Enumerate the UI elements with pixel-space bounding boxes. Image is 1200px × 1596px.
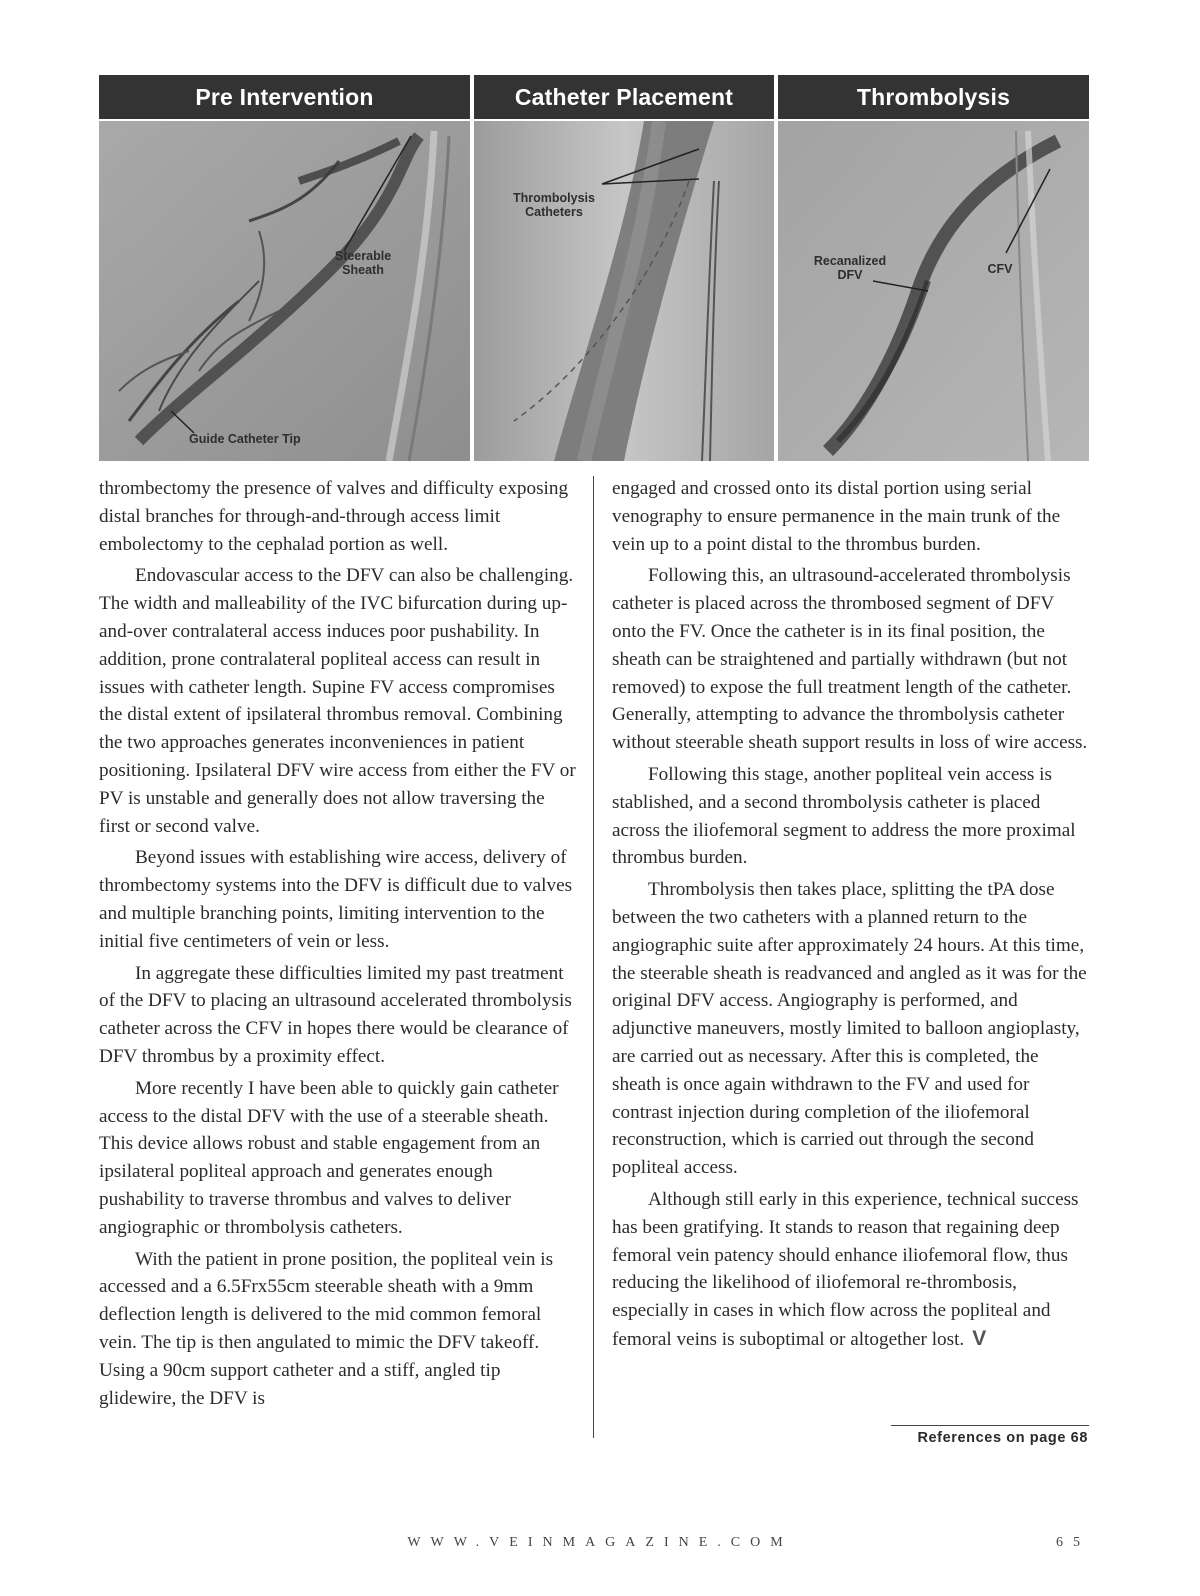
panel-catheter-placement [474,75,774,461]
paragraph-last [612,1186,1092,1354]
paragraph: thrombectomy the presence of valves and difficulty exposing distal branches for through-and-through access limit embolectomy to the cephalad portion as well. [99,478,569,555]
venogram-image [474,121,774,461]
panel-thrombolysis [778,75,1089,461]
panel-title: Catheter Placement [474,75,774,119]
paragraph: Following this stage, another popliteal vein access is stablished, and a second thrombolysis catheter is placed across the iliofemoral segment to address the more proximal thrombus burden. [612,763,1076,869]
paragraph: Beyond issues with establishing wire access, delivery of thrombectomy systems into the DFV is difficult due to valves and multiple branching points, limiting intervention to the initial five centimeters of vein or less. [99,847,573,952]
paragraph: More recently I have been able to quickly gain catheter access to the distal DFV with the use of a steerable sheath. This device allows robust and stable engagement from an ipsilateral popliteal approach and generates enough pushability to traverse thrombus and valves to deliver angiographic or thrombolysis catheters. [99,1077,559,1238]
label-recanalized-dfv: Recanalized DFV [813,254,887,282]
page-number: 65 [1056,1535,1090,1550]
article-column-left [99,475,579,1416]
panel-title: Pre Intervention [99,75,470,119]
footer-url: WWW.VEINMAGAZINE.COM [407,1535,793,1550]
references-note: References on page 68 [917,1430,1088,1446]
end-of-article-mark: V [972,1326,987,1350]
panel-title: Thrombolysis [778,75,1089,119]
paragraph: In aggregate these difficulties limited my past treatment of the DFV to placing an ultrasound accelerated thrombolysis catheter across the CFV in hopes there would be clearance of DFV thrombus by a proximity effect. [99,962,572,1067]
paragraph: Thrombolysis then takes place, splitting the tPA dose between the two catheters with a planned return to the angiographic suite after approximately 24 hours. At this time, the steerable sheath is readvanced and angled as it was for the original DFV access. Angiography is performed, and adjunctive maneuvers, mostly limited to balloon angioplasty, are carried out as necessary. After this is completed, the sheath is once again withdrawn to the FV and used for contrast injection during completion of the iliofemoral reconstruction, which is carried out through the second popliteal access. [612,879,1087,1179]
label-guide-catheter-tip: Guide Catheter Tip [189,432,301,446]
column-divider [593,476,594,1438]
label-cfv: CFV [987,262,1013,276]
paragraph: Endovascular access to the DFV can also be challenging. The width and malleability of the IVC bifurcation during up-and-over contralateral access induces poor pushability. In addition, prone contralateral popliteal access can result in issues with catheter length. Supine FV access compromises the distal extent of ipsilateral thrombus removal. Combining the two approaches generates inconveniences in patient positioning. Ipsilateral DFV wire access from either the FV or PV is unstable and generally does not allow traversing the first or second valve. [99,565,576,837]
label-thrombolysis-catheters: Thrombolysis Catheters [513,191,595,219]
venogram-image [99,121,470,461]
label-steerable-sheath: Steerable Sheath [334,249,392,277]
references-divider [891,1425,1089,1426]
article-column-right [612,475,1092,1358]
paragraph: With the patient in prone position, the popliteal vein is accessed and a 6.5Frx55cm steerable sheath with a 9mm deflection length is delivered to the mid common femoral vein. The tip is then angulated to mimic the DFV takeoff. Using a 90cm support catheter and a stiff, angled tip glidewire, the DFV is [99,1248,554,1409]
paragraph: engaged and crossed onto its distal portion using serial venography to ensure permanence in the main trunk of the vein up to a point distal to the thrombus burden. [612,478,1061,555]
paragraph-text: Although still early in this experience, technical success has been gratifying. It stands to reason that regaining deep femoral vein patency should enhance iliofemoral flow, thus reducing the likelihood of iliofemoral re-thrombosis, especially in cases in which flow across the popliteal and femoral veins is suboptimal or altogether lost. [612,1188,1079,1350]
figure-row [99,75,1089,461]
venogram-image [778,121,1089,461]
paragraph: Following this, an ultrasound-accelerated thrombolysis catheter is placed across the thrombosed segment of DFV onto the FV. Once the catheter is in its final position, the sheath can be straightened and partially withdrawn (but not removed) to expose the full treatment length of the catheter. Generally, attempting to advance the thrombolysis catheter without steerable sheath support results in loss of wire access. [612,565,1088,754]
panel-pre-intervention [99,75,470,461]
